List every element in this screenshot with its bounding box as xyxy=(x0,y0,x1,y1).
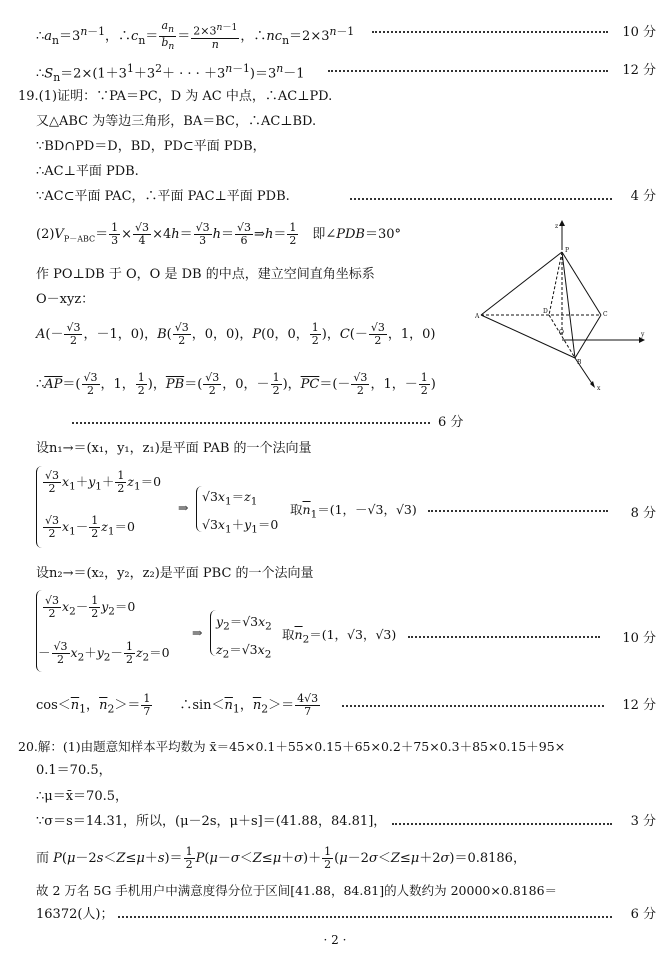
leader-dots xyxy=(72,422,430,424)
score-label: 6 分 xyxy=(438,415,464,430)
score-label: 12 分 xyxy=(622,63,656,78)
edge-PA xyxy=(481,252,562,315)
score-label: 4 分 xyxy=(630,189,656,204)
label-A: A xyxy=(475,313,480,320)
score-label: 10 分 xyxy=(622,631,656,646)
tetrahedron-diagram xyxy=(475,220,650,400)
label-O: O xyxy=(559,329,564,336)
n2-simplified-eq2: $z_2=√3x_2$ xyxy=(216,642,272,661)
n2-simplified-eq1: $y_2=√3x_2$ xyxy=(216,614,272,633)
edge-PC xyxy=(562,252,601,315)
leader-dots xyxy=(328,70,608,72)
label-P: P xyxy=(565,247,570,254)
score-label: 10 分 xyxy=(622,25,656,40)
score-label: 6 分 xyxy=(630,907,656,922)
n1-result: 取$\overline{n}_1=(1$，－√3，√3) xyxy=(290,502,417,521)
edge-PD xyxy=(549,252,562,315)
n1-simplified-eq2: $√3x_1+y_1=0$ xyxy=(202,517,279,536)
edge-CB xyxy=(575,315,601,358)
n1-simplified-eq1: $√3x_1=z_1$ xyxy=(202,489,258,508)
label-y: y xyxy=(641,331,645,338)
leader-dots xyxy=(428,510,608,512)
edge-PB xyxy=(562,252,575,358)
leader-dots xyxy=(342,705,604,707)
score-label: 12 分 xyxy=(622,698,656,713)
score-label: 3 分 xyxy=(630,814,656,829)
n2-system-eq2: － $\frac{√3}{2}$ $x_2+y_2-$ $\frac{1}{2}$ $z_2=0$ xyxy=(38,640,170,666)
label-B: B xyxy=(577,359,582,366)
score-label: 8 分 xyxy=(630,506,656,521)
leader-dots xyxy=(118,916,612,918)
page-number: · 2 · xyxy=(323,933,347,947)
n2-result: 取$\overline{n}_2=(1$，√3，√3) xyxy=(282,627,397,646)
label-z: z xyxy=(555,223,559,230)
n1-system-eq1: $\frac{√3}{2}$ $x_1+y_1+$ $\frac{1}{2}$ $z_1=0$ xyxy=(45,469,162,495)
leader-dots xyxy=(392,823,612,825)
label-D: D xyxy=(543,308,548,315)
n2-system-eq1: $\frac{√3}{2}$ $x_2-$ $\frac{1}{2}$ $y_2=0$ xyxy=(45,594,136,620)
n1-system-eq2: $\frac{√3}{2}$ $x_1-$ $\frac{1}{2}$ $z_1=0$ xyxy=(45,514,135,540)
edge-AB xyxy=(481,315,575,358)
leader-dots xyxy=(350,198,612,200)
leader-dots xyxy=(372,31,608,33)
label-x: x xyxy=(597,385,601,392)
leader-dots xyxy=(408,636,600,638)
z-axis-arrow xyxy=(559,220,565,226)
label-C: C xyxy=(603,311,608,318)
